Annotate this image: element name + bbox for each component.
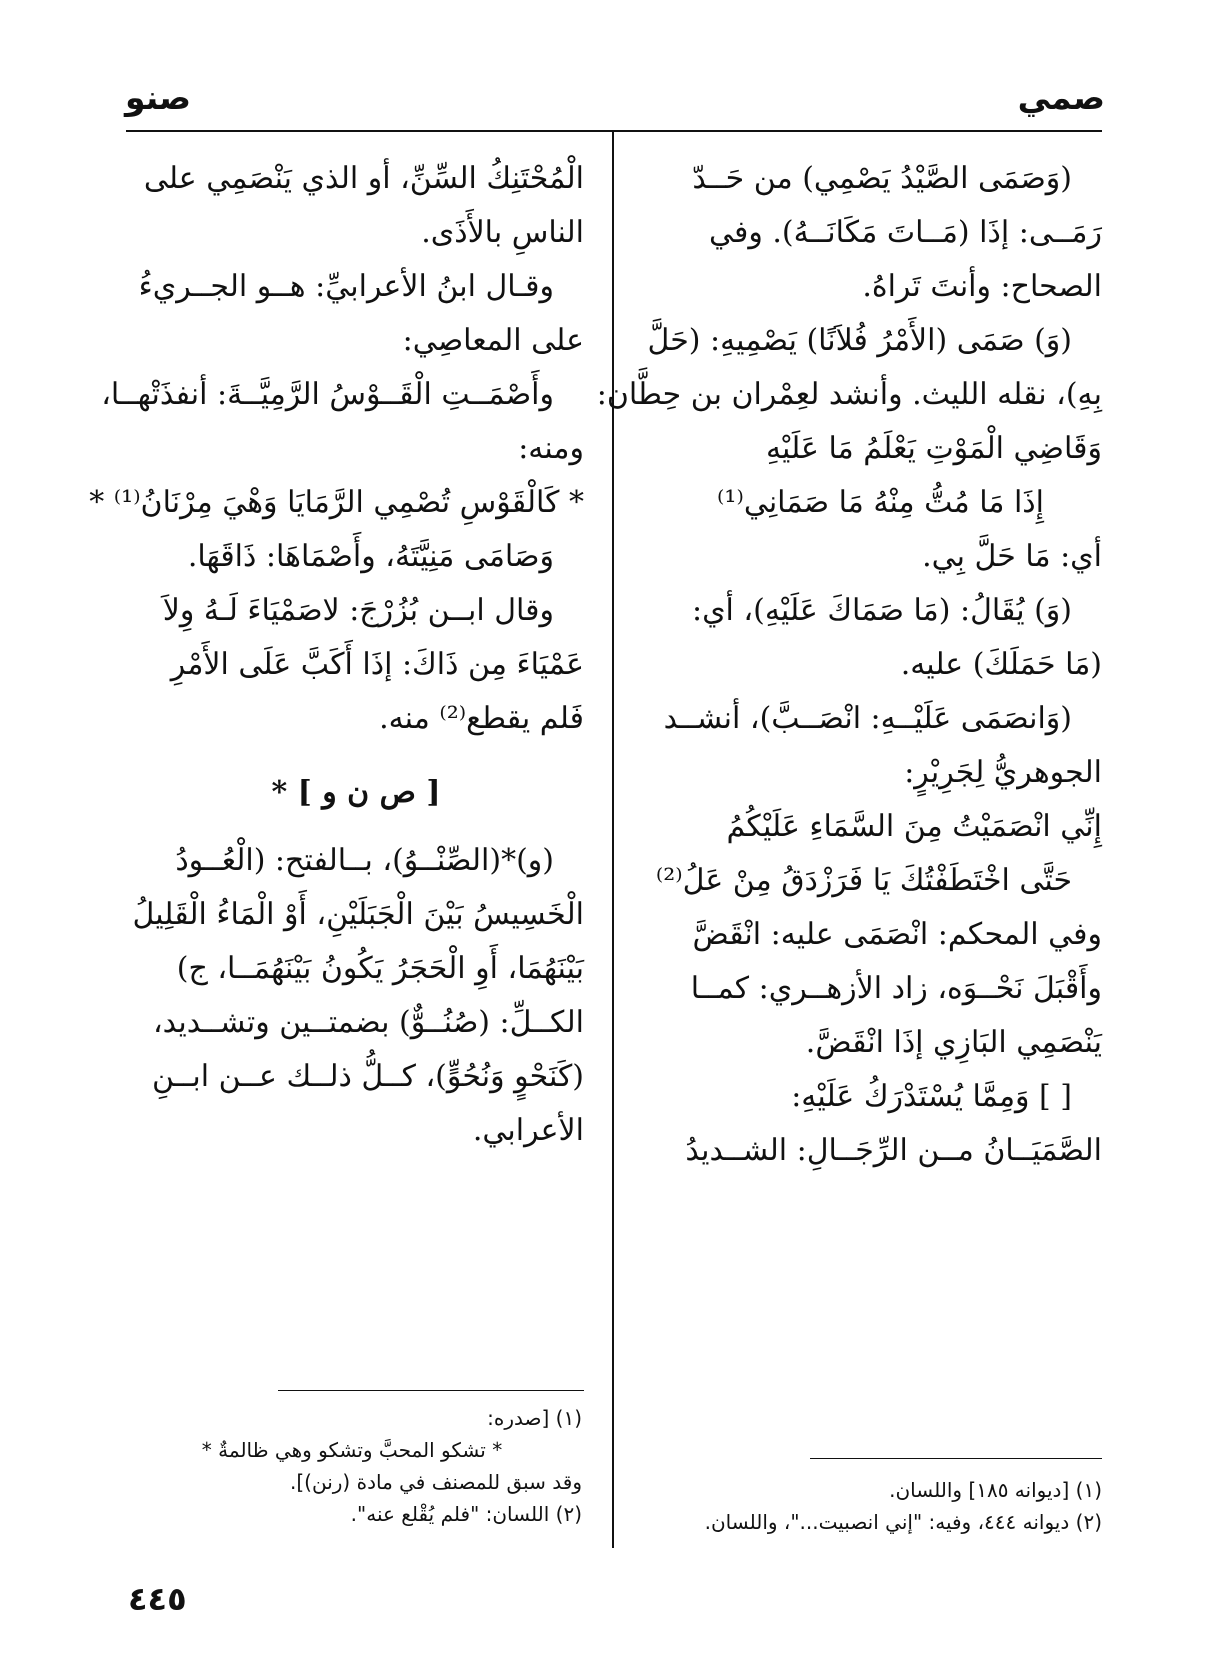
text-line: (وَصَمَى الصَّيْدُ يَصْمِي) من حَــدّ (692, 161, 1072, 196)
entry-heading: [ ص ن و ] * (271, 775, 441, 810)
text-line: يَنْصَمِي البَازِي إذَا انْقَضَّ. (805, 1025, 1102, 1060)
text-line: الأعرابي. (472, 1113, 584, 1148)
verse-line: وَقَاضِي الْمَوْتِ يَعْلَمُ مَا عَلَيْهِ (765, 431, 1102, 466)
footnote-line: (٢) اللسان: "فلم يُقْلع عنه". (350, 1502, 582, 1526)
text-line: فَلم يقطع⁽²⁾ منه. (379, 701, 584, 736)
text-line: (مَا حَمَلَكَ) عليه. (900, 647, 1102, 682)
footnote-rule-left (278, 1390, 584, 1391)
text-line: وَصَامَى مَنِيَّتَهُ، وأَصْمَاهَا: ذَاقَهَا. (187, 539, 554, 574)
column-divider (612, 131, 614, 1548)
text-line: (وَ) يُقَالُ: (مَا صَمَاكَ عَلَيْهِ)، أي: (691, 593, 1072, 628)
running-head-right: صمي (1017, 78, 1105, 117)
text-line: الْمُحْتَنِكُ السِّنِّ، أو الذي يَنْصَمِي على (143, 161, 584, 196)
text-line: رَمَــى: إذَا (مَــاتَ مَكَانَــهُ). وفي (708, 215, 1102, 250)
text-line: وقـال ابنُ الأعرابيِّ: هــو الجــريءُ (138, 269, 554, 304)
footnote-line: * تشكو المحبَّ وتشكو وهي ظالمةٌ * (201, 1438, 503, 1462)
verse-line: حَتَّى اخْتَطَفْتُكَ يَا فَرَزْدَقُ مِنْ عَلُ⁽²⁾ (655, 863, 1072, 898)
right-column (596, 152, 1102, 1178)
text-line: أي: مَا حَلَّ بِي. (922, 539, 1102, 574)
text-line: (وَانصَمَى عَلَيْــهِ: انْصَــبَّ)، أنشــد (663, 701, 1072, 736)
running-head-left: صنو (125, 78, 192, 117)
text-line: وأَقْبَلَ نَحْــوَه، زاد الأزهــري: كمــا (690, 971, 1102, 1006)
text-line: (و)*(الصِّنْــوُ)، بــالفتح: (الْعُــودُ (175, 843, 554, 878)
text-line: وقال ابــن بُزُرْجَ: لاصَمْيَاءَ لَـهُ وِلاَ (162, 593, 554, 628)
footnote-line: (٢) ديوانه ٤٤٤، وفيه: "إني انصبيت..."، واللسان. (704, 1510, 1102, 1534)
text-line: الكــلِّ: (صُنُــوٌّ) بضمتــين وتشــديد، (152, 1005, 584, 1040)
footnotes-left (122, 1402, 582, 1530)
footnote-rule-right (810, 1458, 1102, 1459)
text-line: بَيْنَهُمَا، أَوِ الْحَجَرُ يَكُونُ بَيْنَهُمَــا، ج) (176, 951, 584, 986)
footnotes-right (622, 1474, 1102, 1538)
text-line: وأَصْمَــتِ الْقَــوْسُ الرَّمِيَّــةَ: أنفذَتْهــا، (101, 377, 554, 412)
text-line: وفي المحكم: انْصَمَى عليه: انْقَضَّ (692, 917, 1102, 952)
footnote-line: وقد سبق للمصنف في مادة (رنن)]. (290, 1470, 582, 1494)
footnote-line: (١) [ديوانه ١٨٥] واللسان. (889, 1478, 1102, 1502)
text-line: الصَّمَيَــانُ مــن الرِّجَــالِ: الشــديدُ (685, 1133, 1102, 1168)
text-line: بِهِ)، نقله الليث. وأنشد لعِمْران بن حِطَّان: (596, 377, 1102, 412)
text-line: على المعاصِي: (402, 323, 584, 358)
text-line: عَمْيَاءَ مِن ذَاكَ: إذَا أَكَبَّ عَلَى الأَمْرِ (170, 647, 584, 682)
text-line: ومنه: (518, 431, 584, 466)
left-column (89, 152, 584, 1158)
text-line: (كَنَحْوٍ وَنُحُوٍّ)، كــلُّ ذلــك عــن ابــنِ (151, 1059, 584, 1094)
verse-line: إِذَا مَا مُتُّ مِنْهُ مَا صَمَانِي⁽¹⁾ (717, 485, 1044, 520)
text-line: الجوهريُّ لِجَرِيْرٍ: (904, 755, 1102, 790)
header-rule (126, 130, 1102, 132)
page-number: ٤٤٥ (128, 1580, 187, 1618)
footnote-line: (١) [صدره: (487, 1406, 582, 1430)
text-line: [ ] وَمِمَّا يُسْتَدْرَكُ عَلَيْهِ: (791, 1079, 1072, 1114)
verse-line: * كَالْقَوْسِ تُصْمِي الرَّمَايَا وَهْيَ مِرْنَانُ⁽¹⁾ * (89, 485, 584, 520)
text-line: (وَ) صَمَى (الأَمْرُ فُلاَنًا) يَصْمِيهِ: (حَلَّ (647, 323, 1072, 358)
text-line: الصحاح: وأنتَ تَراهُ. (862, 269, 1102, 304)
text-line: الْخَسِيسُ بَيْنَ الْجَبَلَيْنِ، أَوْ الْمَاءُ الْقَلِيلُ (132, 897, 584, 932)
text-line: الناسِ بالأَذَى. (421, 215, 584, 250)
verse-line: إِنِّي انْصَمَيْتُ مِنَ السَّمَاءِ عَلَيْكُمُ (726, 809, 1102, 844)
